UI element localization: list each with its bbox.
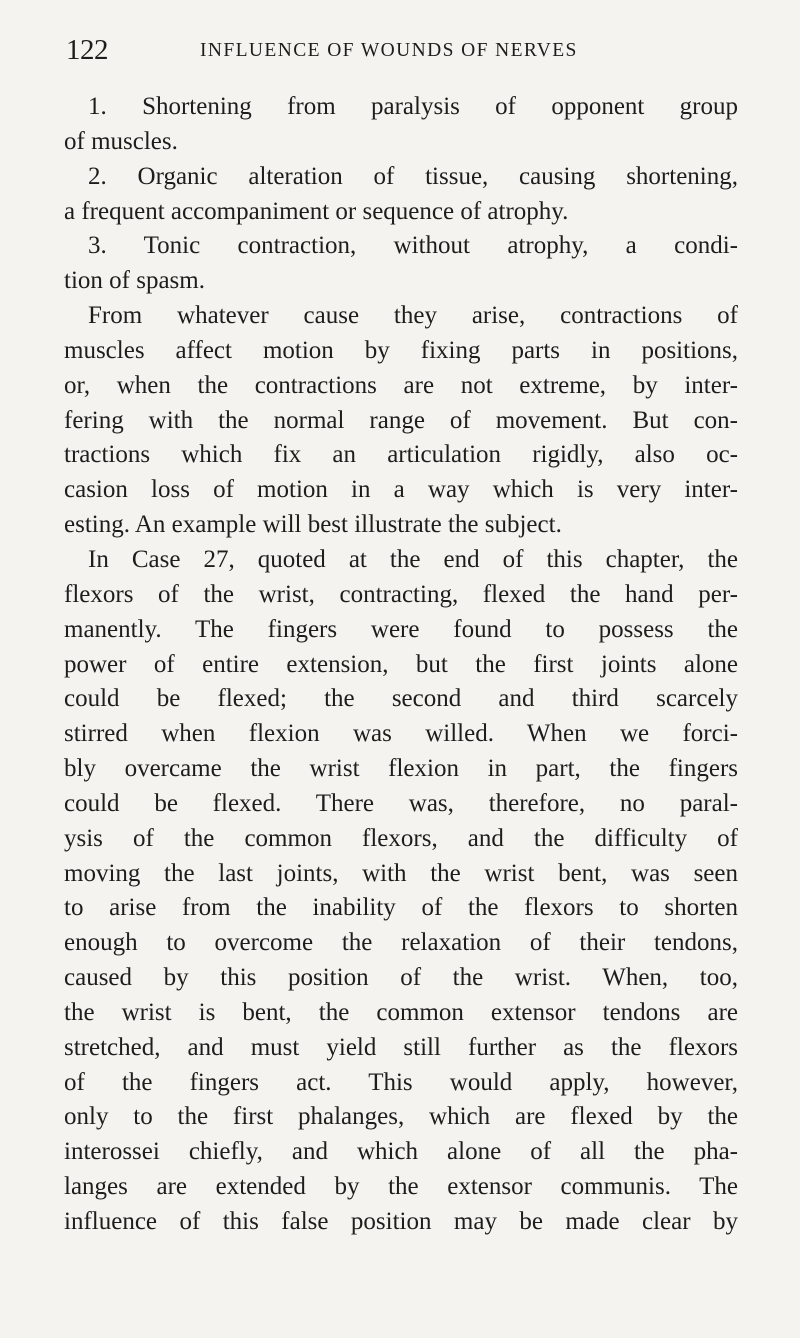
text-line: flexors of the wrist, contracting, flexed the hand per- [64,580,738,608]
text-line: muscles affect motion by fixing parts in positions, [64,336,738,364]
text-line: tion of spasm. [64,267,205,295]
text-line: to arise from the inability of the flexors to shorten [64,894,738,922]
text-line: stretched, and must yield still further as the flexors [64,1033,738,1061]
text-line: 1. Shortening from paralysis of opponent group [88,93,738,120]
text-line: stirred when flexion was willed. When we forci- [64,720,738,748]
text-line: moving the last joints, with the wrist bent, was seen [64,859,738,887]
text-line: bly overcame the wrist flexion in part, the fingers [64,755,738,783]
text-line: fering with the normal range of movement. But con- [64,406,738,434]
text-line: could be flexed; the second and third scarcely [64,685,738,713]
text-line: tractions which fix an articulation rigidly, also oc- [64,441,738,469]
text-line: esting. An example will best illustrate the subject. [64,511,562,539]
text-line: of muscles. [64,127,178,155]
text-line: From whatever cause they arise, contractions of [88,302,738,330]
text-line: manently. The fingers were found to possess the [64,615,738,643]
text-line: 2. Organic alteration of tissue, causing shortening, [88,162,738,190]
text-line: could be flexed. There was, therefore, no paral- [64,789,738,817]
text-line: In Case 27, quoted at the end of this chapter, the [88,545,738,573]
page-number: 122 [66,34,108,66]
text-line: interossei chiefly, and which alone of all the pha- [64,1138,738,1166]
text-line: of the fingers act. This would apply, however, [64,1068,738,1096]
page-header [66,30,766,74]
text-line: ysis of the common flexors, and the difficulty of [64,824,738,852]
body-text [64,90,738,1240]
text-line: casion loss of motion in a way which is very inter- [64,476,738,504]
text-line: 3. Tonic contraction, without atrophy, a condi- [88,232,738,260]
text-line: only to the first phalanges, which are flexed by the [64,1103,738,1131]
text-line: enough to overcome the relaxation of their tendons, [64,929,738,957]
running-head: INFLUENCE OF WOUNDS OF NERVES [200,40,578,61]
text-line: langes are extended by the extensor communis. The [64,1173,738,1201]
text-line: caused by this position of the wrist. When, too, [64,964,738,992]
text-line: or, when the contractions are not extreme, by inter- [64,371,738,399]
text-line: the wrist is bent, the common extensor tendons are [64,998,738,1026]
text-line: a frequent accompaniment or sequence of atrophy. [64,197,569,225]
text-line: influence of this false position may be made clear by [64,1208,738,1235]
text-line: power of entire extension, but the first joints alone [64,650,738,678]
